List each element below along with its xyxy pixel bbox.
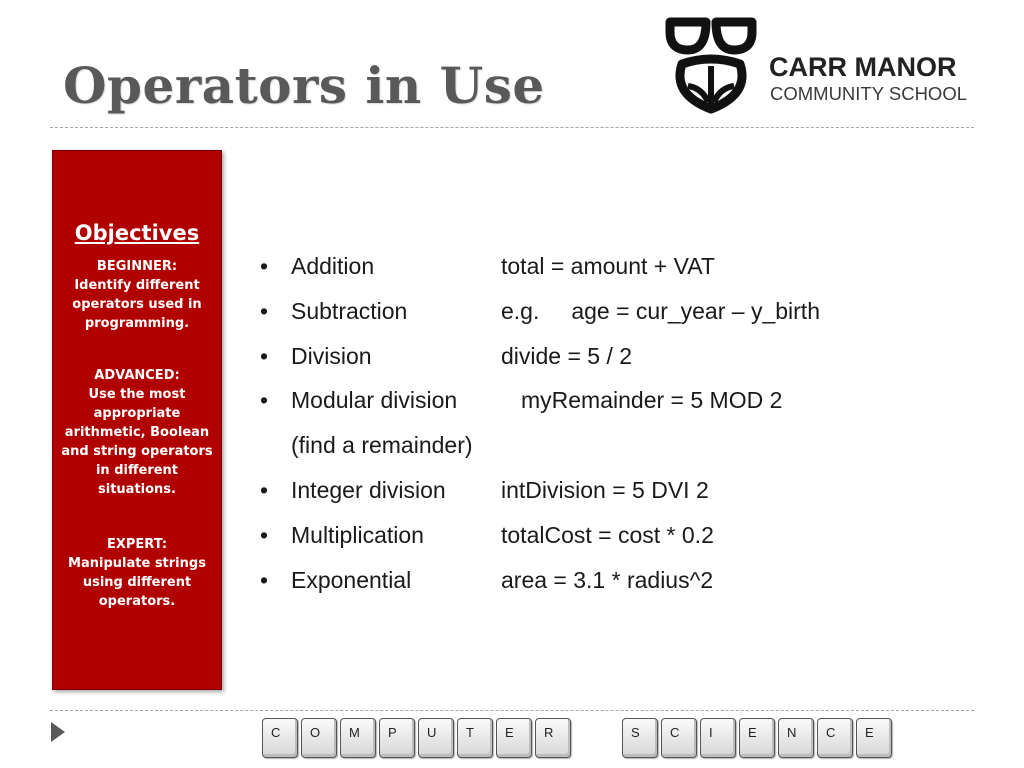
objective-text: Manipulate strings using different operators. [68,556,206,609]
keycap-icon [661,718,697,758]
keycap-icon [379,718,415,758]
objective-expert [53,535,221,611]
objectives-panel [52,150,222,690]
operator-name: Integer division [291,476,446,503]
school-subtitle: COMMUNITY SCHOOL [770,83,968,104]
keycap-letter: E [865,725,874,740]
operator-example: totalCost = cost * 0.2 [501,521,714,548]
keycap-letter: C [826,725,836,740]
keycap-letter: P [388,725,397,740]
keycap-icon [817,718,853,758]
operator-name: Addition [291,253,375,279]
objective-advanced [53,366,221,499]
operator-example: e.g. age = cur_year – y_birth [501,297,820,324]
keycap-icon [856,718,892,758]
operator-name: Multiplication [291,521,424,548]
objective-beginner [53,257,221,333]
keycap-letter: R [544,725,554,740]
bullet-icon: • [260,297,269,324]
keycap-icon [301,718,337,758]
objective-level: BEGINNER: [96,259,178,274]
keycap-icon [418,718,454,758]
keycap-letter: S [631,725,640,740]
keycap-letter: E [748,725,757,740]
top-divider [50,127,974,128]
keycap-letter: C [670,725,680,740]
school-logo [662,14,972,116]
objective-level: ADVANCED: [94,368,180,383]
bullet-icon: • [260,521,269,548]
keycap-icon [778,718,814,758]
bullet-icon: • [260,387,269,414]
keycap-letter: C [271,725,281,740]
keycap-icon [739,718,775,758]
keycap-icon [496,718,532,758]
keycap-icon [457,718,493,758]
school-name: CARR MANOR [769,52,957,82]
operator-name: Subtraction [291,297,408,324]
objective-text: Use the most appropriate arithmetic, Boolean and string operators in different situations. [61,387,213,497]
keycap-icon [262,718,298,758]
keycap-letter: O [310,725,321,740]
slide-title: Operators in Use [63,56,545,115]
keycap-icon [340,718,376,758]
operator-example: intDivision = 5 DVI 2 [501,476,709,503]
keyboard-word-computer [262,718,571,758]
owl-logo-icon [662,14,760,116]
operator-name: Modular division [291,387,458,414]
operator-example: total = amount + VAT [501,253,715,279]
objectives-heading: Objectives [74,221,200,245]
operator-example: divide = 5 / 2 [501,342,633,369]
bullet-icon: • [260,476,269,503]
bullet-icon: • [260,342,269,369]
keycap-letter: T [466,725,474,740]
operator-example: area = 3.1 * radius^2 [501,566,714,593]
bullet-icon: • [260,253,269,279]
objective-level: EXPERT: [106,537,168,552]
operator-name: Division [291,342,372,369]
keycap-icon [622,718,658,758]
keyboard-word-science [622,718,892,758]
play-triangle-icon[interactable] [51,722,65,742]
keycap-letter: N [787,725,797,740]
objective-text: Identify different operators used in programming. [72,278,202,331]
keycap-letter: I [709,725,713,740]
keycap-letter: M [349,725,360,740]
keycap-icon [700,718,736,758]
operator-note: (find a remainder) [291,432,473,459]
keycap-letter: U [427,725,437,740]
operator-name: Exponential [291,566,412,593]
keycap-letter: E [505,725,514,740]
bottom-divider [50,710,974,711]
bullet-icon: • [260,566,269,593]
operator-example: myRemainder = 5 MOD 2 [521,387,783,414]
keycap-icon [535,718,571,758]
